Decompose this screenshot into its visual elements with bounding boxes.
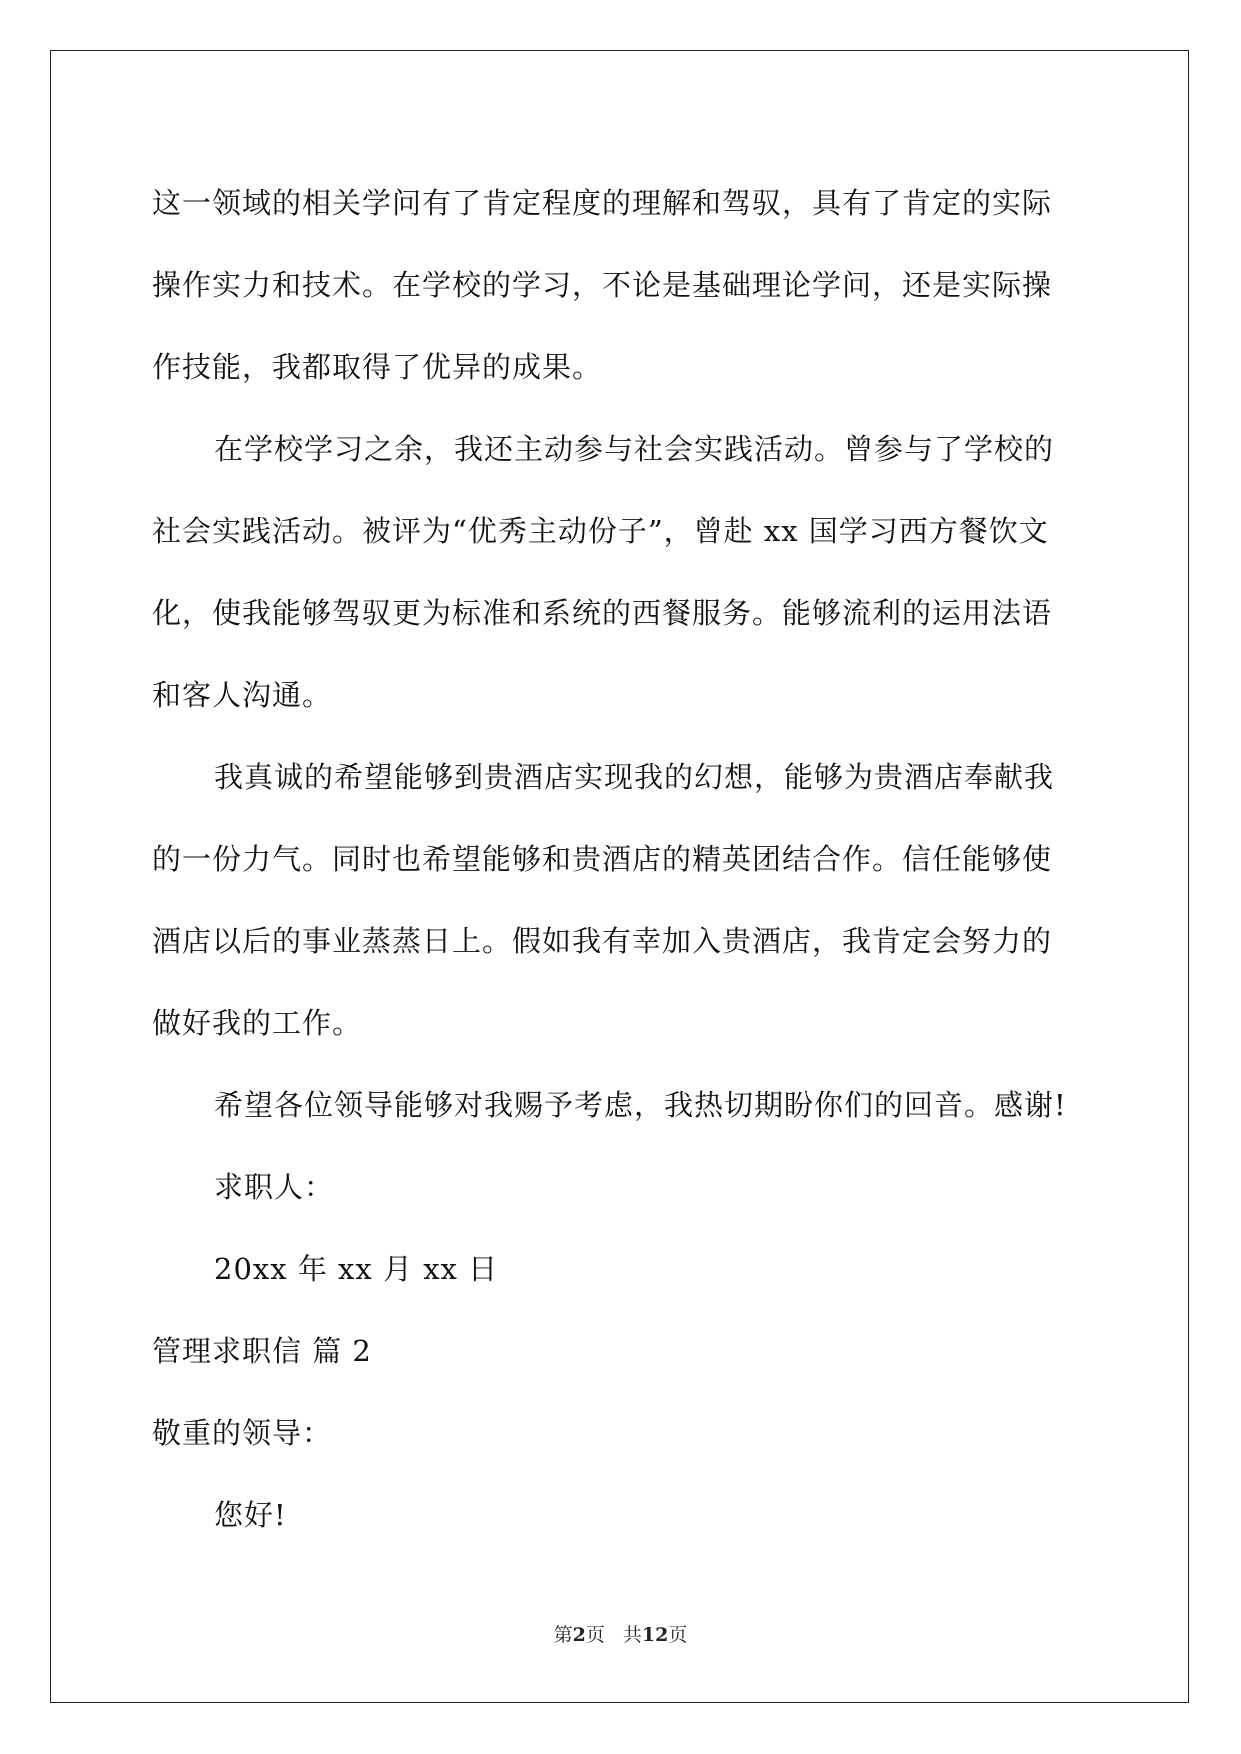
text-line: 社会实践活动。被评为“优秀主动份子”，曾赴 xx 国学习西方餐饮文 bbox=[152, 514, 1049, 548]
text-line: 您好! bbox=[214, 1498, 287, 1532]
text-line: 酒店以后的事业蒸蒸日上。假如我有幸加入贵酒店，我肯定会努力的 bbox=[152, 924, 1053, 958]
text-line: 做好我的工作。 bbox=[152, 1006, 363, 1040]
text-line: 希望各位领导能够对我赐予考虑，我热切期盼你们的回音。感谢! bbox=[214, 1088, 1067, 1122]
text-line: 在学校学习之余，我还主动参与社会实践活动。曾参与了学校的 bbox=[214, 432, 1055, 466]
text-line: 管理求职信 篇 2 bbox=[152, 1334, 372, 1368]
document-body bbox=[152, 162, 1092, 1556]
footer-total-suffix: 页 bbox=[668, 1624, 688, 1646]
text-line: 作技能，我都取得了优异的成果。 bbox=[152, 350, 603, 384]
text-line: 我真诚的希望能够到贵酒店实现我的幻想，能够为贵酒店奉献我 bbox=[214, 760, 1055, 794]
text-line: 这一领域的相关学问有了肯定程度的理解和驾驭，具有了肯定的实际 bbox=[152, 186, 1053, 220]
text-line: 求职人： bbox=[214, 1170, 335, 1204]
text-line: 20xx 年 xx 月 xx 日 bbox=[214, 1252, 499, 1286]
footer-prefix: 第 bbox=[553, 1624, 573, 1646]
text-line: 和客人沟通。 bbox=[152, 678, 333, 712]
text-line: 的一份力气。同时也希望能够和贵酒店的精英团结合作。信任能够使 bbox=[152, 842, 1053, 876]
total-pages-number: 12 bbox=[641, 1624, 669, 1646]
text-line: 化，使我能够驾驭更为标准和系统的西餐服务。能够流利的运用法语 bbox=[152, 596, 1053, 630]
text-line: 敬重的领导： bbox=[152, 1416, 333, 1450]
footer-total-prefix: 共 bbox=[622, 1624, 642, 1646]
current-page-number: 2 bbox=[572, 1624, 586, 1646]
page-footer bbox=[0, 1620, 1241, 1647]
text-line: 操作实力和技术。在学校的学习，不论是基础理论学问，还是实际操 bbox=[152, 268, 1053, 302]
footer-page-suffix: 页 bbox=[585, 1624, 605, 1646]
